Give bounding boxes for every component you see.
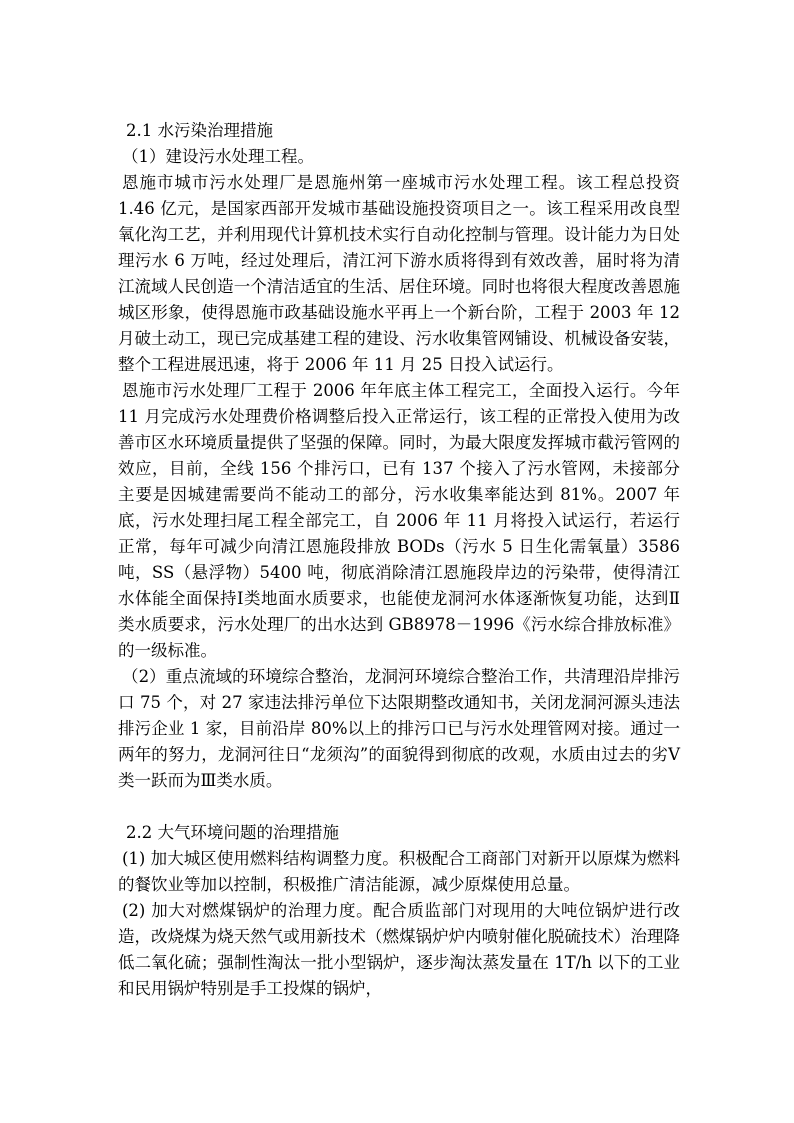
- section-heading-2-2: 2.2 大气环境问题的治理措施: [126, 823, 339, 842]
- section-spacer: [118, 794, 680, 820]
- subheading-item-1: （1）建设污水处理工程。: [122, 147, 314, 166]
- paragraph-longdong-river: （2）重点流域的环境综合整治，龙洞河环境综合整治工作，共清理沿岸排污口 75 个，对 27 家违法排污单位下达限期整改通知书，关闭龙洞河源头违法排污企业 1 家，目前沿岸 80%以上的排污口已与污水处理管网对接。通过一两年的努力，龙洞河往日“龙须沟”的面貌得到彻底的改观，水质由过去的劣Ⅴ类一跃而为Ⅲ类水质。: [118, 667, 680, 790]
- paragraph-wastewater-plant: 恩施市城市污水处理厂是恩施州第一座城市污水处理工程。该工程总投资 1.46 亿元，是国家西部开发城市基础设施投资项目之一。该工程采用改良型氧化沟工艺，并利用现代计算机技术实行自动化控制与管理。设计能力为日处理污水 6 万吨，经过处理后，清江河下游水质将得到有效改善，届时将为清江流域人民创造一个清洁适宜的生活、居住环境。同时也将很大程度改善恩施城区形象，使得恩施市政基础设施水平再上一个新台阶，工程于 2003 年 12 月破土动工，现已完成基建工程的建设、污水收集管网铺设、机械设备安装，整个工程进展迅速，将于 2006 年 11 月 25 日投入试运行。: [118, 173, 680, 374]
- section-heading-2-1: 2.1 水污染治理措施: [126, 121, 273, 140]
- paragraph-fuel-structure: (1) 加大城区使用燃料结构调整力度。积极配合工商部门对新开以原煤为燃料的餐饮业等加以控制，积极推广清洁能源，减少原煤使用总量。: [118, 849, 680, 894]
- paragraph-plant-operation: 恩施市污水处理厂工程于 2006 年年底主体工程完工，全面投入运行。今年 11 月完成污水处理费价格调整后投入正常运行，该工程的正常投入使用为改善市区水环境质量提供了坚强的保障。同时，为最大限度发挥城市截污管网的效应，目前，全线 156 个排污口，已有 137 个接入了污水管网，未接部分主要是因城建需要尚不能动工的部分，污水收集率能达到 81%。2007 年底，污水处理扫尾工程全部完工，自 2006 年 11 月将投入试运行，若运行正常，每年可减少向清江恩施段排放 BODs（污水 5 日生化需氧量）3586 吨，SS（悬浮物）5400 吨，彻底消除清江恩施段岸边的污染带，使得清江水体能全面保持Ⅰ类地面水质要求，也能使龙洞河水体逐渐恢复功能，达到Ⅱ类水质要求，污水处理厂的出水达到 GB8978－1996《污水综合排放标准》的一级标准。: [118, 381, 680, 660]
- document-body: [118, 118, 680, 1002]
- paragraph-coal-boilers: (2) 加大对燃煤锅炉的治理力度。配合质监部门对现用的大吨位锅炉进行改造，改烧煤为烧天然气或用新技术（燃煤锅炉炉内喷射催化脱硫技术）治理降低二氧化硫；强制性淘汰一批小型锅炉，逐步淘汰蒸发量在 1T/h 以下的工业和民用锅炉特别是手工投煤的锅炉，: [118, 901, 680, 998]
